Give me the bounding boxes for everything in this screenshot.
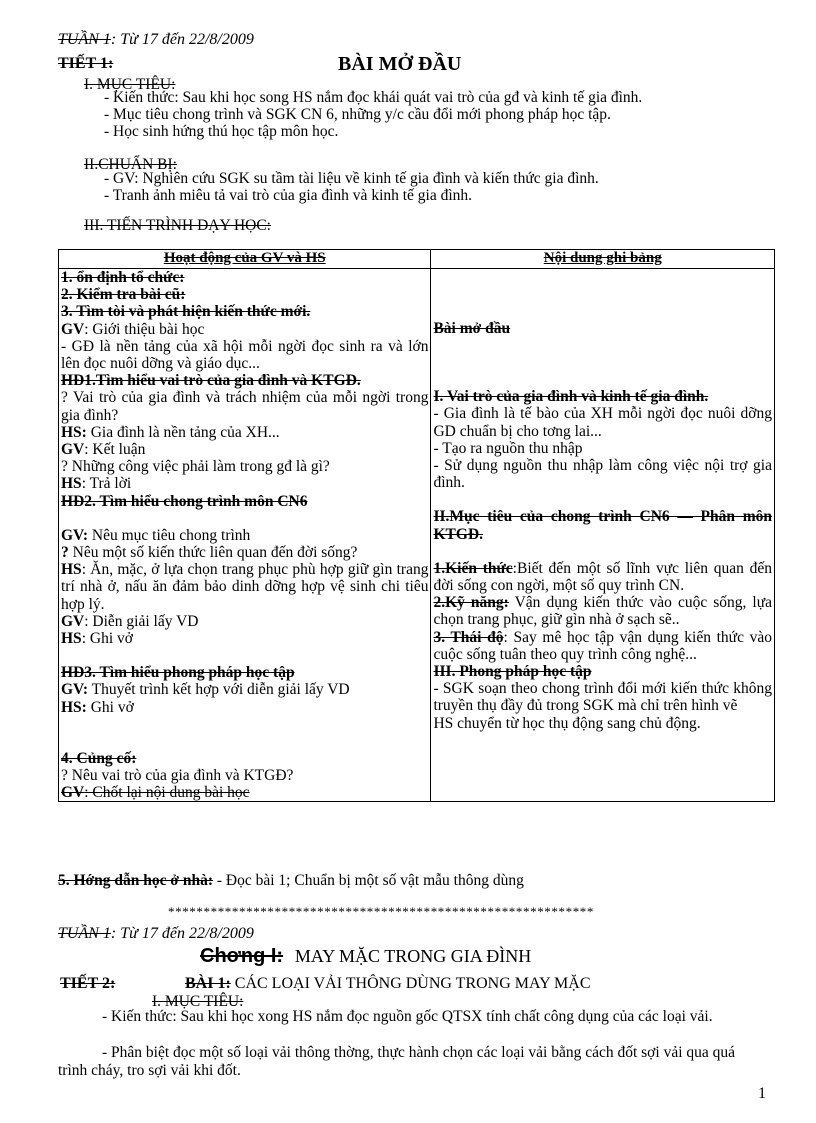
gv-conclusion: GV: Kết luận (61, 441, 146, 459)
board-section-2-heading: II.Mục tiêu của chong trình CN6 — Phân môn KTGĐ. (433, 508, 772, 543)
preparation-item: - GV: Nghiên cứu SGK su tầm tài liệu về kinh tế gia đình và kiến thức gia đình. (104, 170, 599, 187)
period-label-2: TIẾT 2: (60, 975, 116, 992)
table-row (59, 269, 775, 802)
homework-label: 5. Hớng dẫn học ở nhà: (58, 872, 213, 889)
week-header (58, 31, 254, 49)
hs-answer-2: HS: Trả lời (61, 475, 132, 493)
activity-3-heading: HĐ3. Tìm hiểu phong pháp học tập (61, 664, 295, 682)
period-label: TIẾT 1: (58, 55, 114, 72)
board-section-1-a: - Gia đình là tế bào của XH mỗi ngời đọc nuôi dỡng GD chuẩn bị cho tơng lai... (433, 405, 772, 440)
preparation-list (104, 170, 599, 204)
page-title: BÀI MỞ ĐẦU (338, 53, 462, 75)
lesson-title: CÁC LOẠI VẢI THÔNG DÙNG TRONG MAY MẶC (230, 975, 591, 992)
step-2: 2. Kiểm tra bài cũ: (61, 286, 186, 304)
board-cell (431, 269, 775, 802)
board-section-1-heading: I. Vai trò của gia đình và kinh tế gia đình. (433, 388, 709, 406)
preparation-item: - Tranh ảnh miêu tả vai trò của gia đình và kinh tế gia đình. (104, 187, 473, 204)
chapter-heading (200, 945, 531, 967)
lesson-table (58, 249, 775, 802)
objectives-list (104, 89, 642, 140)
board-section-3-a: - SGK soạn theo chong trình đổi mới kiến thức không truyền thụ đầy đủ trong SGK mà chỉ trên hình vẽ (433, 680, 772, 715)
gv-intro: GV: Giới thiệu bài học (61, 320, 205, 338)
lesson-label: BÀI 1: (185, 975, 231, 992)
board-section-1-c: - Sử dụng nguồn thu nhập làm công việc nội trợ gia đình. (433, 457, 772, 492)
hs-notes-1: HS: Ghi vở (61, 630, 133, 648)
activity-2-heading: HĐ2. Tìm hiểu chong trình môn CN6 (61, 492, 308, 510)
board-knowledge: 1.Kiến thức:Biết đến một số lĩnh vực liên quan đến đời sống con ngời, một số quy trình CN. (433, 559, 772, 595)
section-objectives-heading-2: I. MỤC TIÊU: (152, 993, 244, 1010)
objective-item: - Mục tiêu chong trình và SGK CN 6, những y/c cầu đổi mới phong pháp học tập. (104, 106, 611, 123)
objective-knowledge-2: - Kiến thức: Sau khi học xong HS nắm đọc nguồn gốc QTSX tính chất công dụng của các loại vải. (102, 1008, 713, 1025)
column-header-activities: Hoạt động của GV và HS (59, 250, 431, 269)
activity-1-heading: HĐ1.Tìm hiểu vai trò của gia đình và KTGĐ. (61, 372, 361, 390)
board-title: Bài mở đầu (433, 320, 511, 337)
table-header-row (59, 250, 775, 269)
week-dates-2: : Từ 17 đến 22/8/2009 (110, 925, 254, 942)
homework-line (58, 872, 524, 889)
board-skills: 2.Kỹ năng: Vận dụng kiến thức vào cuộc sống, lựa chọn trang phục, giữ gìn nhà ở sạch sẽ.. (433, 594, 773, 629)
step-1: 1. ổn định tổ chức: (61, 269, 185, 286)
week-dates: : Từ 17 đến 22/8/2009 (110, 31, 254, 48)
step-4: 4. Củng cố: (61, 749, 137, 767)
board-section-3-heading: III. Phong pháp học tập (433, 663, 592, 681)
question-4: ? Nêu vai trò của gia đình và KTGĐ? (61, 767, 294, 785)
gv-summary: GV: Chốt lại nội dung bài học (61, 784, 250, 802)
week-header-2 (58, 925, 254, 943)
gv-objectives: GV: Nêu mục tiêu chong trình (61, 526, 251, 544)
question-2: ? Những công việc phải làm trong gđ là gì? (61, 458, 330, 476)
lesson-heading (185, 975, 591, 993)
question-3: ? Nêu một số kiến thức liên quan đến đời sống? (61, 544, 358, 562)
board-attitude: 3. Thái độ: Say mê học tập vận dụng kiến thức vào cuộc sống tuân theo quy trình công nghệ... (433, 628, 772, 663)
week-label-2: TUẦN 1 (58, 925, 111, 942)
hs-notes-2: HS: Ghi vở (61, 698, 134, 716)
objective-item: - Học sinh hứng thú học tập môn học. (104, 123, 339, 140)
page-number: 1 (758, 1085, 766, 1102)
column-header-board: Nội dung ghi bảng (431, 250, 775, 269)
chapter-label: Chơng I: (200, 945, 284, 967)
week-label: TUẦN 1 (58, 31, 111, 48)
board-section-3-b: HS chuyển từ học thụ động sang chủ động. (433, 714, 701, 732)
step-3: 3. Tìm tòi và phát hiện kiến thức mới. (61, 303, 311, 321)
question-1: ? Vai trò của gia đình và trách nhiệm của mỗi ngời trong gia đình? (61, 389, 429, 424)
section-objectives-heading: I. MỤC TIÊU: (84, 76, 176, 93)
gv-presentation: GV: Thuyết trình kết hợp với diễn giải lấy VD (61, 681, 350, 699)
homework-text: - Đọc bài 1; Chuẩn bị một số vật mẫu thông dùng (213, 872, 524, 889)
board-section-1-b: - Tạo ra nguồn thu nhập (433, 439, 583, 457)
section-preparation-heading: II.CHUẨN BỊ: (84, 156, 177, 173)
family-foundation-text: - GĐ là nền tảng của xã hội mỗi ngời đọc sinh ra và lớn lên đọc nuôi dỡng và giáo dục... (61, 337, 429, 373)
activities-cell (59, 269, 431, 802)
objective-item: - Kiến thức: Sau khi học song HS nắm đọc khái quát vai trò của gđ và kinh tế gia đình. (104, 89, 643, 106)
section-process-heading: III. TIẾN TRÌNH DẠY HỌC: (84, 217, 271, 234)
objective-skills-2: - Phân biệt đọc một số loại vải thông thờng, thực hành chọn các loại vải bằng cách đốt sợi vải qua quá trình cháy, tro sợi vải khi đốt. (58, 1044, 736, 1079)
separator-stars: ************************************************************ (168, 904, 594, 919)
hs-answer-1: HS: Gia đình là nền tảng của XH... (61, 423, 280, 441)
chapter-title: MAY MẶC TRONG GIA ĐÌNH (294, 946, 532, 966)
hs-answer-3: HS: Ăn, mặc, ở lựa chọn trang phục phù hợp giữ gìn trang trí nhà ở, nấu ăn đảm bảo dinh dỡng hợp vệ sinh chi tiêu hợp lý. (61, 561, 429, 613)
gv-example: GV: Diễn giải lấy VD (61, 612, 199, 630)
